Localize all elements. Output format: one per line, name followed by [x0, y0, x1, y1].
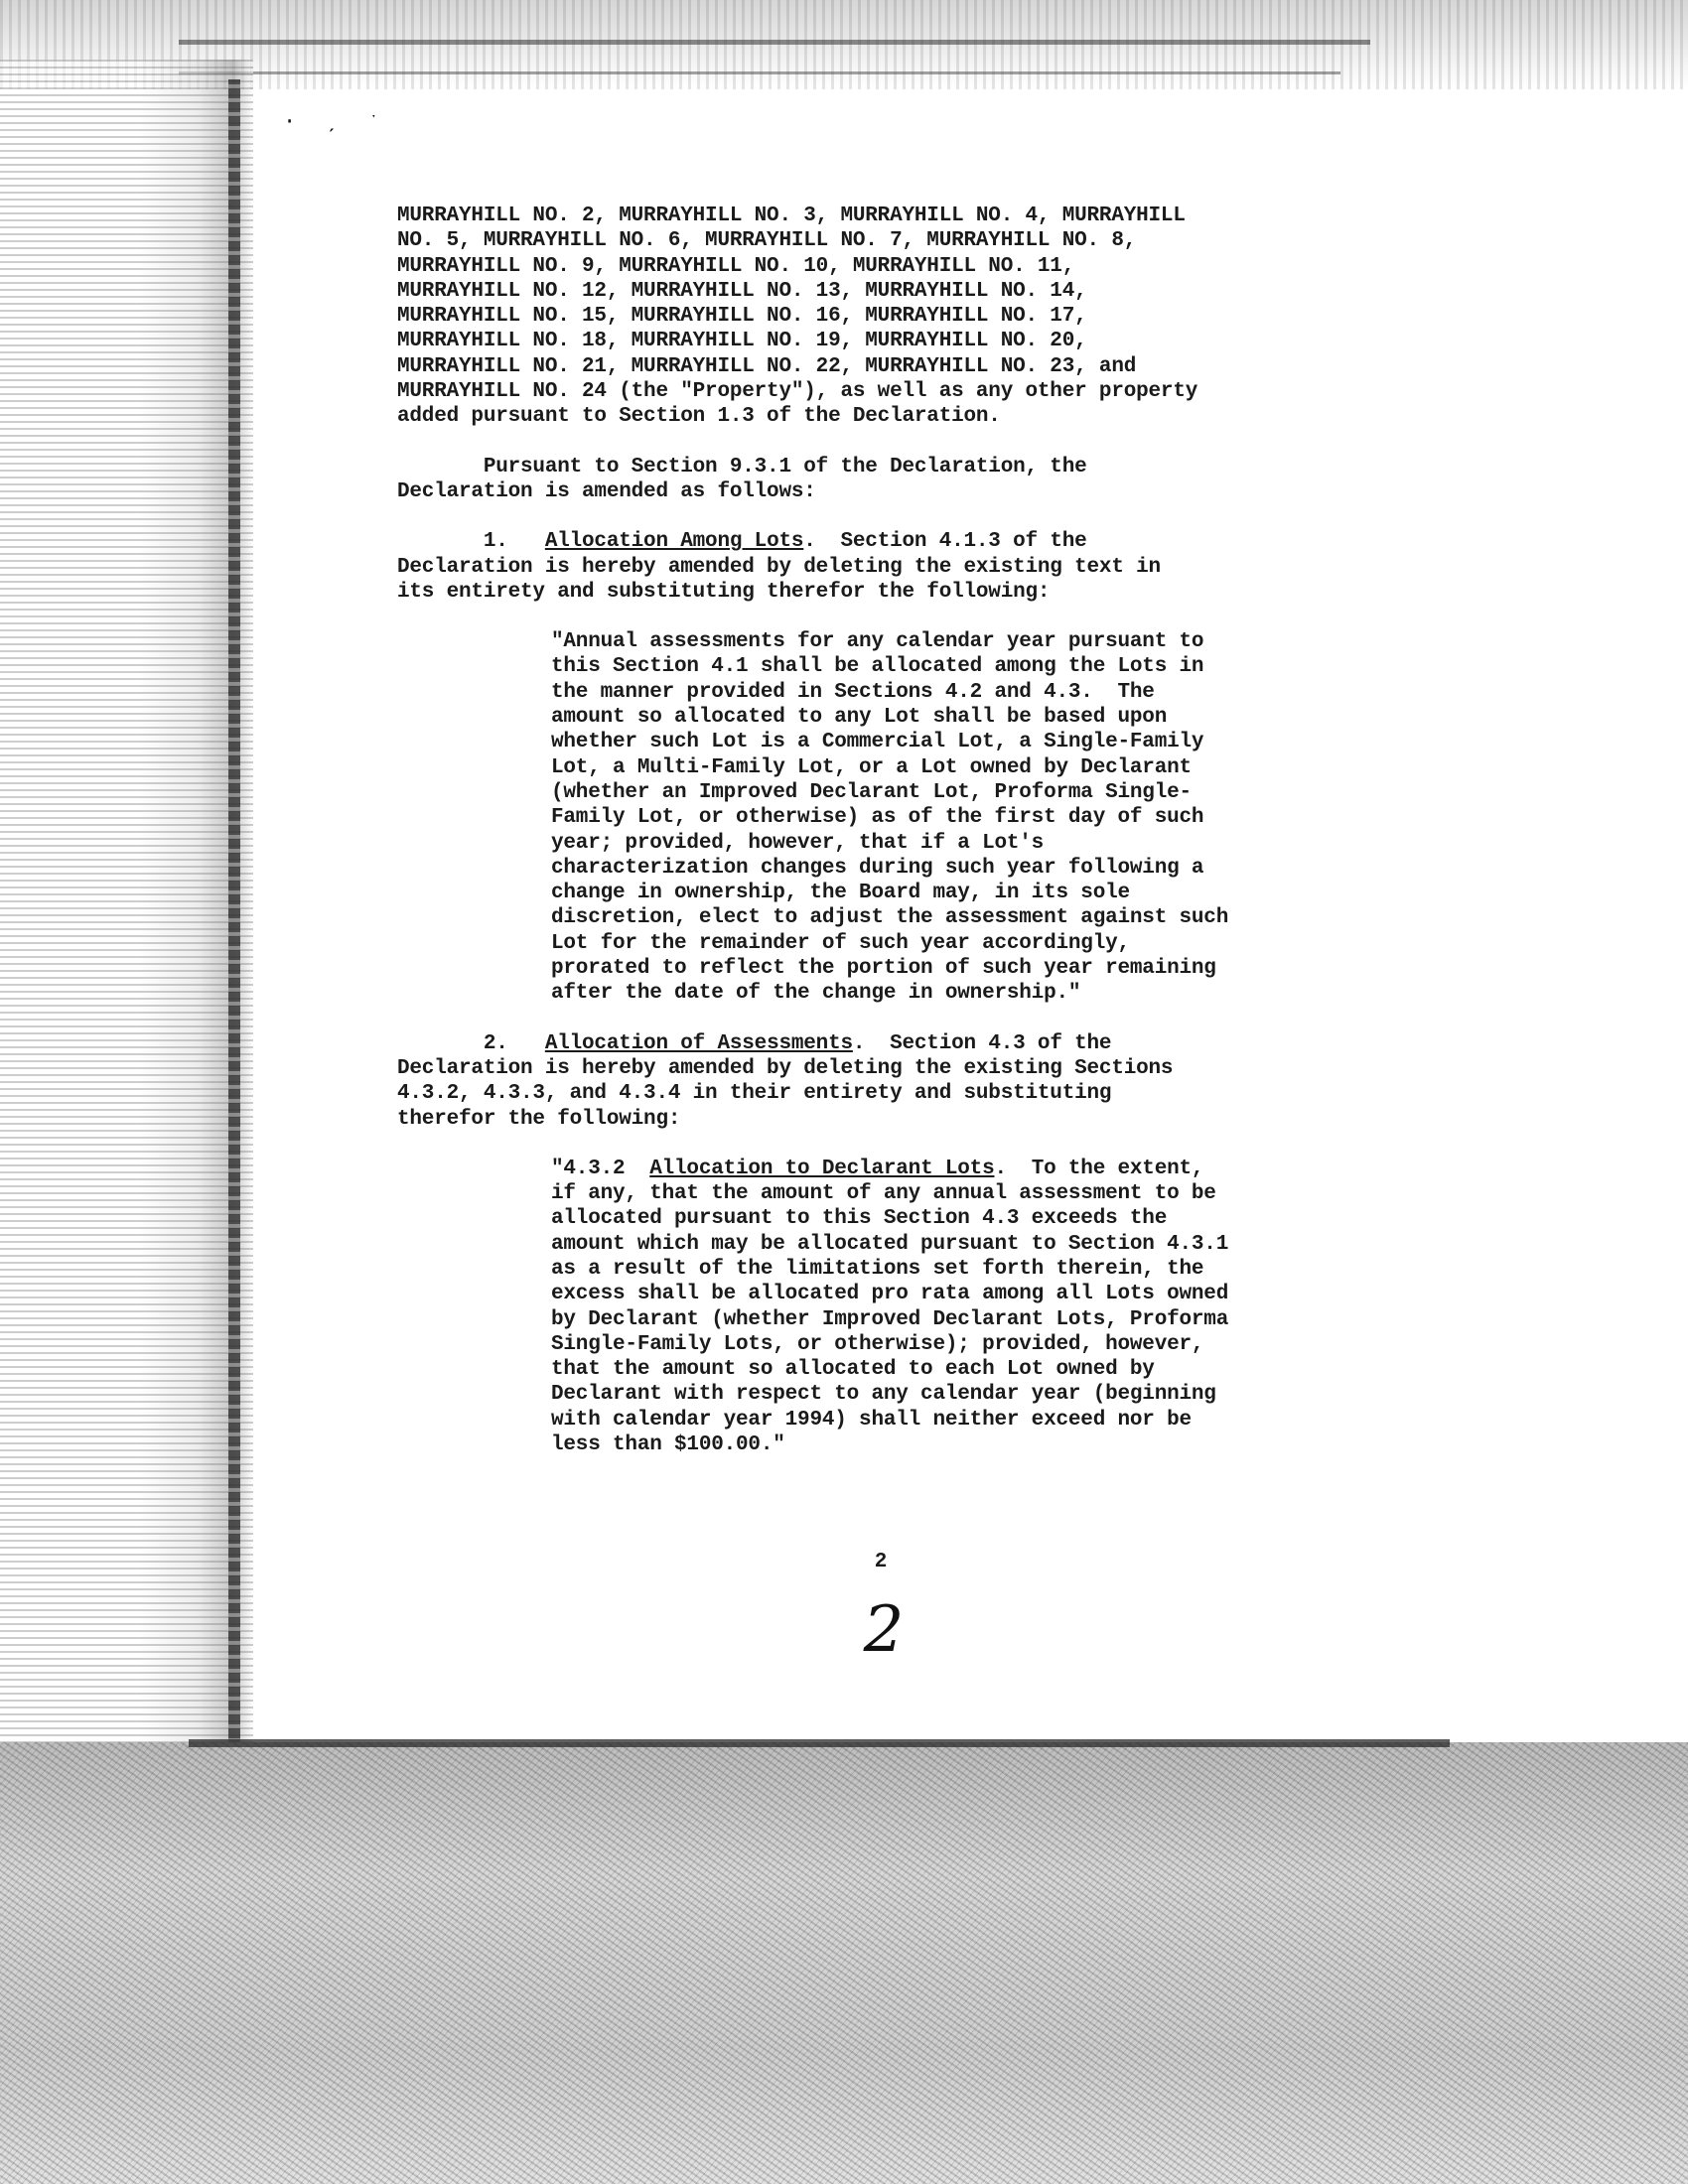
- text-line: if any, that the amount of any annual assessment to be: [551, 1182, 1216, 1206]
- text-line: MURRAYHILL NO. 21, MURRAYHILL NO. 22, MURRAYHILL NO. 23, and: [397, 354, 1137, 378]
- section-1-heading: Allocation Among Lots: [544, 530, 804, 554]
- text-line: MURRAYHILL NO. 9, MURRAYHILL NO. 10, MURRAYHILL NO. 11,: [397, 254, 1075, 278]
- text-line: therefor the following:: [397, 1107, 681, 1131]
- scan-left-border: [0, 60, 253, 1747]
- text-line: discretion, elect to adjust the assessment against such: [551, 906, 1229, 930]
- text-line: change in ownership, the Board may, in its sole: [551, 882, 1130, 905]
- section-1-number: 1.: [397, 530, 545, 554]
- text-line: with calendar year 1994) shall neither exceed nor be: [551, 1408, 1192, 1432]
- scan-binding-edge: [228, 79, 240, 1747]
- scan-bottom-edge: [189, 1739, 1450, 1747]
- quote-section-4-3-2: [551, 1157, 1370, 1458]
- text-line: Declaration is amended as follows:: [397, 479, 816, 503]
- section-2-heading: Allocation of Assessments: [544, 1031, 853, 1055]
- quote-2-prefix: "4.3.2: [551, 1157, 650, 1180]
- text-line: by Declarant (whether Improved Declarant Lots, Proforma: [551, 1307, 1229, 1331]
- section-2-first-line-rest: . Section 4.3 of the: [852, 1031, 1112, 1055]
- text-line: Declarant with respect to any calendar year (beginning: [551, 1383, 1216, 1407]
- section-1: [397, 529, 1370, 605]
- quote-2-first-line-rest: . To the extent,: [994, 1157, 1204, 1180]
- intro-paragraph: [397, 204, 1370, 430]
- text-line: amount which may be allocated pursuant to Section 4.3.1: [551, 1232, 1229, 1256]
- text-line: (whether an Improved Declarant Lot, Proforma Single-: [551, 780, 1192, 804]
- text-line: MURRAYHILL NO. 12, MURRAYHILL NO. 13, MURRAYHILL NO. 14,: [397, 279, 1087, 303]
- text-line: Lot, a Multi-Family Lot, or a Lot owned by Declarant: [551, 755, 1192, 779]
- text-line: Family Lot, or otherwise) as of the first day of such: [551, 806, 1204, 830]
- document-body: [397, 204, 1370, 1457]
- text-line: MURRAYHILL NO. 2, MURRAYHILL NO. 3, MURRAYHILL NO. 4, MURRAYHILL: [397, 205, 1186, 227]
- text-line: prorated to reflect the portion of such year remaining: [551, 957, 1216, 981]
- text-line: that the amount so allocated to each Lot owned by: [551, 1358, 1155, 1382]
- text-line: MURRAYHILL NO. 15, MURRAYHILL NO. 16, MURRAYHILL NO. 17,: [397, 305, 1087, 329]
- text-line: added pursuant to Section 1.3 of the Declaration.: [397, 405, 1001, 429]
- quote-2-heading: Allocation to Declarant Lots: [649, 1157, 995, 1180]
- text-line: Lot for the remainder of such year accordingly,: [551, 931, 1130, 955]
- text-line: this Section 4.1 shall be allocated among the Lots in: [551, 655, 1204, 679]
- text-line: excess shall be allocated pro rata among all Lots owned: [551, 1283, 1229, 1306]
- section-1-first-line-rest: . Section 4.1.3 of the: [803, 530, 1087, 554]
- text-line: as a result of the limitations set forth therein, the: [551, 1257, 1204, 1281]
- section-2: [397, 1031, 1370, 1132]
- scan-top-line: [179, 40, 1370, 45]
- text-line: after the date of the change in ownership.": [551, 982, 1081, 1006]
- text-line: Declaration is hereby amended by deleting the existing text in: [397, 555, 1161, 579]
- text-line: less than $100.00.": [551, 1433, 785, 1457]
- text-line: NO. 5, MURRAYHILL NO. 6, MURRAYHILL NO. 7, MURRAYHILL NO. 8,: [397, 229, 1137, 253]
- scan-bottom-noise: [0, 1742, 1688, 2184]
- section-1-first-line: [397, 529, 1370, 554]
- scan-top-line-2: [179, 71, 1340, 74]
- quote-section-4-1-3: [551, 629, 1370, 1006]
- section-2-number: 2.: [397, 1031, 545, 1055]
- text-line: "Annual assessments for any calendar year pursuant to: [551, 630, 1204, 654]
- text-line: allocated pursuant to this Section 4.3 exceeds the: [551, 1207, 1168, 1231]
- section-2-first-line: [397, 1031, 1370, 1056]
- text-line: the manner provided in Sections 4.2 and 4.3. The: [551, 680, 1155, 704]
- text-line: Declaration is hereby amended by deleting the existing Sections: [397, 1056, 1174, 1080]
- quote-2-first-line: [551, 1157, 1370, 1181]
- page-number: 2: [874, 1551, 888, 1573]
- text-line: characterization changes during such year following a: [551, 856, 1204, 880]
- text-line: MURRAYHILL NO. 24 (the "Property"), as well as any other property: [397, 380, 1198, 404]
- text-line: whether such Lot is a Commercial Lot, a Single-Family: [551, 731, 1204, 754]
- pursuant-paragraph: [397, 455, 1370, 505]
- handwritten-page-number: 2: [863, 1593, 905, 1667]
- scan-specks: · ˏ ˑ: [283, 109, 389, 134]
- text-line: its entirety and substituting therefor the following:: [397, 580, 1051, 604]
- text-line: MURRAYHILL NO. 18, MURRAYHILL NO. 19, MURRAYHILL NO. 20,: [397, 330, 1087, 353]
- text-line: amount so allocated to any Lot shall be based upon: [551, 706, 1168, 730]
- scan-top-border: [0, 0, 1688, 89]
- text-line: 4.3.2, 4.3.3, and 4.3.4 in their entirety and substituting: [397, 1082, 1112, 1106]
- text-line: year; provided, however, that if a Lot's: [551, 831, 1045, 855]
- text-line: Pursuant to Section 9.3.1 of the Declaration, the: [397, 455, 1087, 478]
- text-line: Single-Family Lots, or otherwise); provided, however,: [551, 1332, 1204, 1356]
